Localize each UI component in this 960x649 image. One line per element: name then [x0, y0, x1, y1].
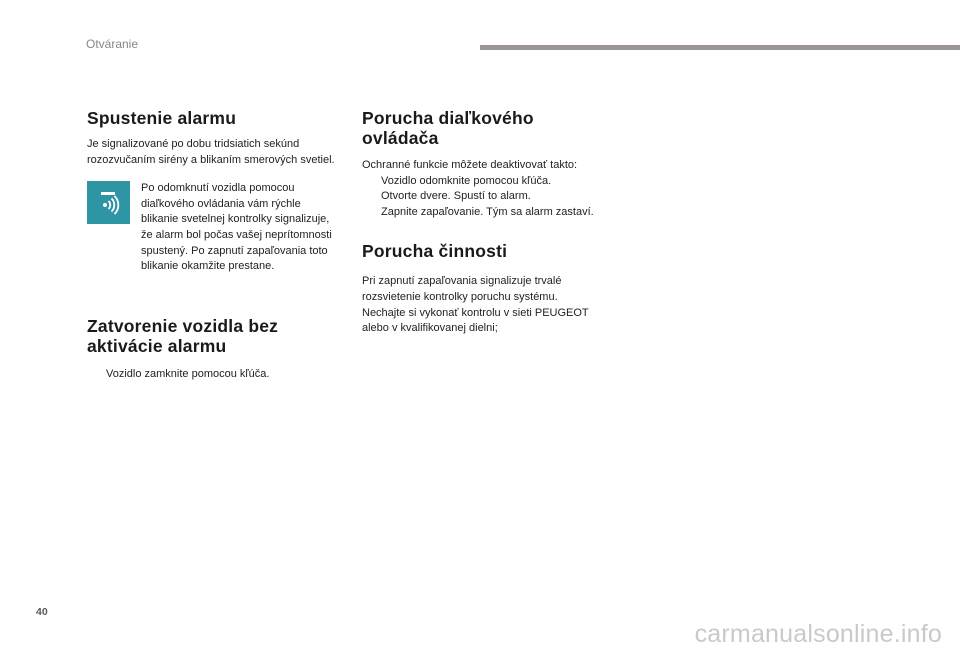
list-item: [362, 205, 624, 221]
remote-failure-steps: [362, 174, 624, 221]
section-heading-lock-without-alarm: [87, 316, 339, 356]
heading-line: Porucha diaľkového: [362, 108, 534, 128]
section-heading-alarm-trigger: Spustenie alarmu: [87, 108, 237, 128]
heading-line: aktivácie alarmu: [87, 335, 227, 356]
right-column: [362, 108, 624, 337]
list-item: [362, 189, 624, 205]
list-item: [362, 174, 624, 190]
malfunction-paragraph: [362, 274, 624, 336]
heading-line: Zatvorenie vozidla bez: [87, 315, 279, 336]
section-heading-remote-failure: [362, 108, 624, 148]
watermark: carmanualsonline.info: [694, 620, 942, 648]
list-item-text: Vozidlo zamknite pomocou kľúča.: [106, 367, 270, 380]
lock-steps-list: [87, 367, 339, 383]
remote-failure-intro: Ochranné funkcie môžete deaktivovať takto:: [362, 159, 578, 171]
page-number: 40: [36, 606, 48, 618]
left-column: [87, 108, 339, 382]
section-heading-malfunction: Porucha činnosti: [362, 241, 508, 262]
list-item-text: Vozidlo odomknite pomocou kľúča.: [381, 174, 552, 187]
list-item-text: Otvorte dvere. Spustí to alarm.: [381, 190, 531, 203]
alarm-note-block: [87, 181, 339, 275]
alarm-warning-icon: [87, 181, 130, 224]
list-item: [87, 367, 339, 383]
header-bar: [480, 45, 960, 50]
paragraph-line: rozsvietenie kontrolky poruchu systému.: [362, 290, 558, 303]
alarm-trigger-paragraph: Je signalizované po dobu tridsiatich sekúnd rozozvučaním sirény a blikaním smerových svetiel.: [87, 138, 335, 166]
list-item-text: Zapnite zapaľovanie. Tým sa alarm zastaví.: [381, 205, 594, 218]
alarm-note-text: Po odomknutí vozidla pomocou diaľkového ovládania vám rýchle blikanie svetelnej kontrolky signalizuje, že alarm bol počas vašej neprítomnosti spustený. Po zapnutí zapaľovania toto blikanie okamžite prestane.: [141, 182, 332, 273]
paragraph-line: Nechajte si vykonať kontrolu v sieti PEUGEOT: [362, 306, 589, 319]
paragraph-line: alebo v kvalifikovanej dielni;: [362, 322, 498, 335]
paragraph-line: Pri zapnutí zapaľovania signalizuje trvalé: [362, 275, 562, 288]
heading-line: ovládača: [362, 128, 439, 148]
section-header-title: Otváranie: [86, 37, 139, 51]
